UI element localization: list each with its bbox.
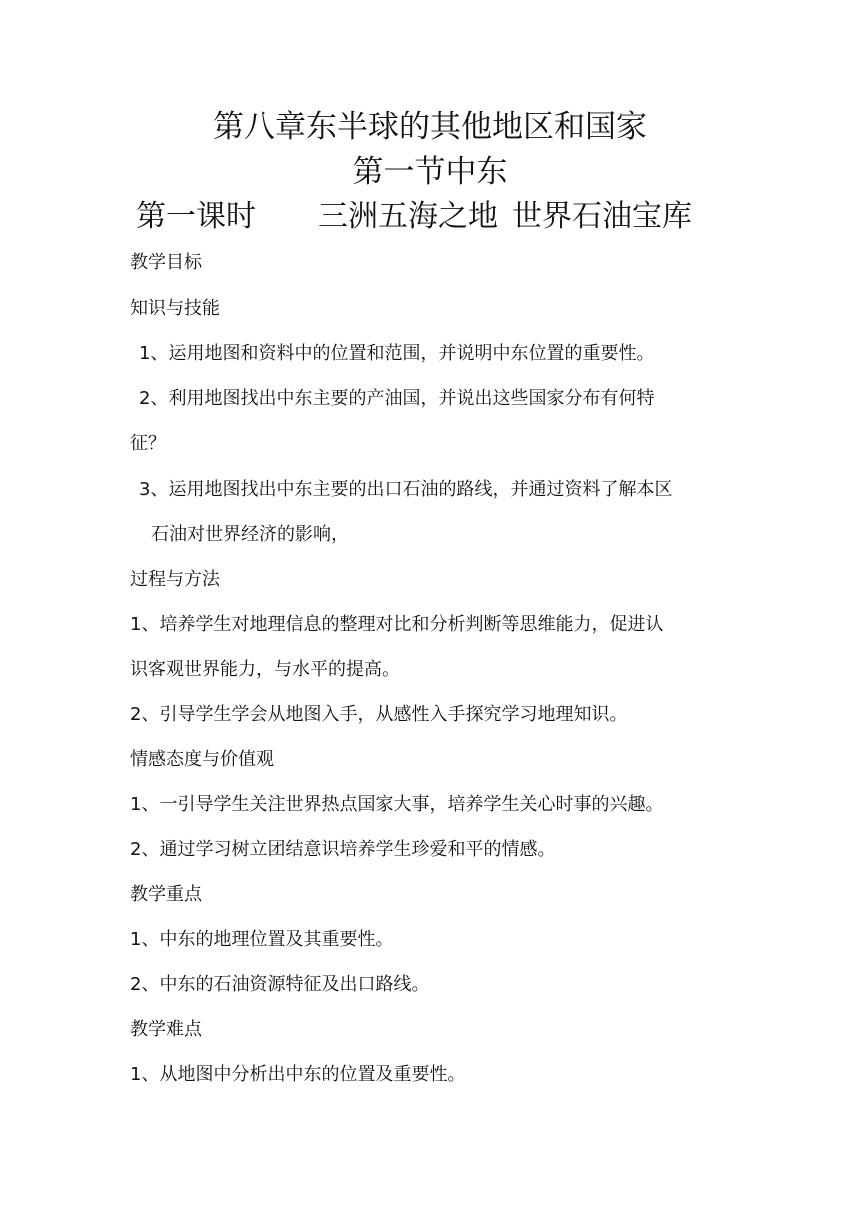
values-item: 1、一引导学生关注世界热点国家大事，培养学生关心时事的兴趣。	[130, 794, 664, 815]
key-point-item: 2、中东的石油资源特征及出口路线。	[130, 974, 430, 995]
key-points-heading: 教学重点	[130, 884, 202, 905]
knowledge-item: 3、运用地图找出中东主要的出口石油的路线，并通过资料了解本区	[139, 479, 673, 500]
section-title: 第一节中东	[352, 154, 508, 190]
values-heading: 情感态度与价值观	[130, 749, 274, 770]
key-point-item: 1、中东的地理位置及其重要性。	[130, 929, 394, 950]
chapter-title: 第八章东半球的其他地区和国家	[213, 109, 647, 145]
process-item: 1、培养学生对地理信息的整理对比和分析判断等思维能力，促进认	[130, 614, 664, 635]
values-item: 2、通过学习树立团结意识培养学生珍爱和平的情感。	[130, 839, 556, 860]
lesson-topic-b: 世界石油宝库	[512, 199, 692, 234]
process-heading: 过程与方法	[130, 569, 220, 590]
difficulties-heading: 教学难点	[130, 1019, 202, 1040]
knowledge-item-continued: 征？	[130, 433, 166, 454]
lesson-title	[136, 197, 692, 237]
knowledge-heading: 知识与技能	[130, 298, 220, 319]
objectives-heading: 教学目标	[130, 252, 202, 273]
lesson-label: 第一课时	[136, 199, 256, 234]
lesson-topic-a: 三洲五海之地	[318, 199, 498, 234]
process-item: 2、引导学生学会从地图入手，从感性入手探究学习地理知识。	[130, 704, 628, 725]
knowledge-item: 2、利用地图找出中东主要的产油国，并说出这些国家分布有何特	[139, 388, 655, 409]
knowledge-item-continued: 石油对世界经济的影响，	[151, 524, 349, 545]
difficulty-item: 1、从地图中分析出中东的位置及重要性。	[130, 1064, 466, 1085]
process-item-continued: 识客观世界能力，与水平的提高。	[130, 659, 400, 680]
knowledge-item: 1、运用地图和资料中的位置和范围，并说明中东位置的重要性。	[139, 343, 655, 364]
